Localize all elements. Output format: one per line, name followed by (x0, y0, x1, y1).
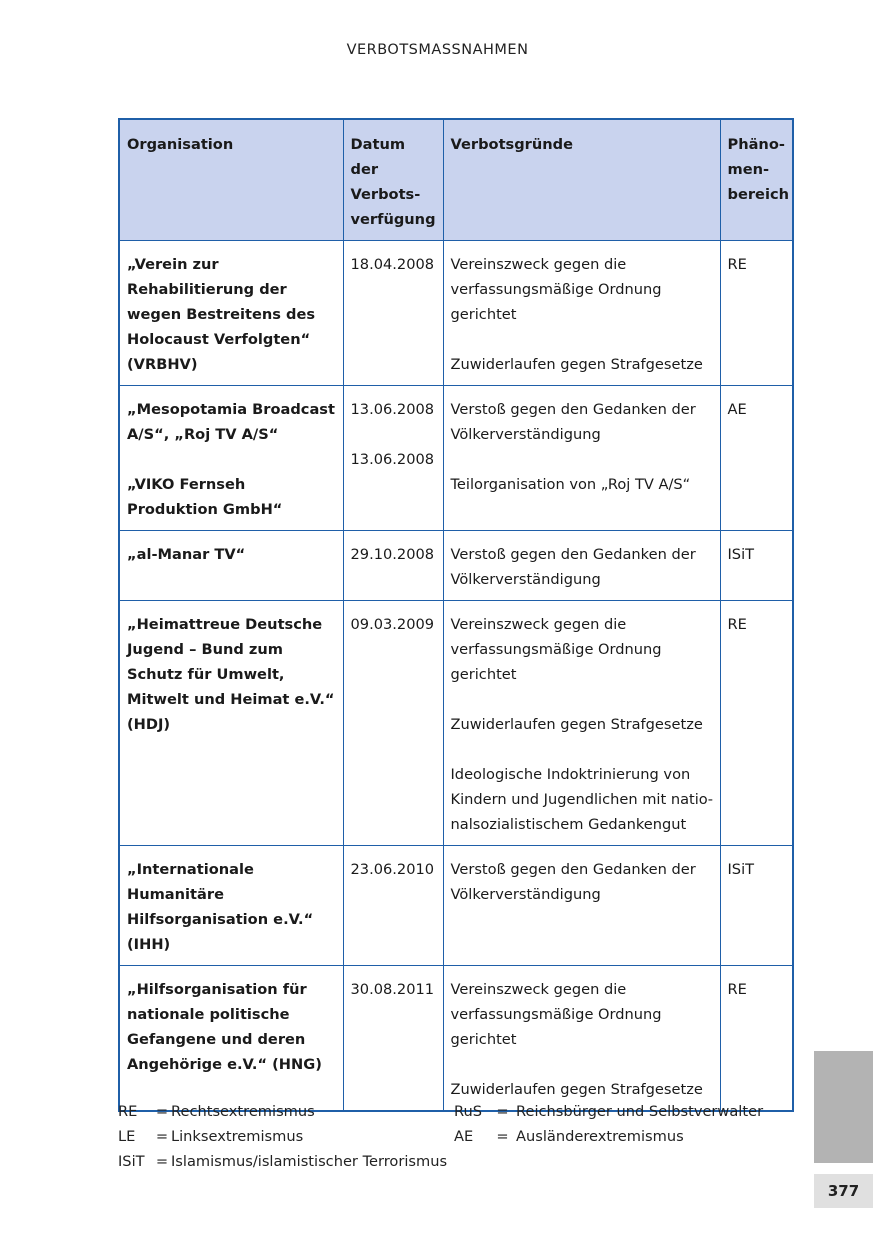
running-head: VERBOTSMASSNAHMEN (346, 42, 529, 58)
cell-reasons (443, 601, 720, 846)
cell-date (343, 241, 443, 386)
chapter-side-tab (814, 1051, 873, 1163)
header-gruende: Verbotsgründe (443, 119, 720, 241)
legend-text: Ausländerextremismus (516, 1128, 684, 1145)
org-name: „Heimattreue Deutsche Jugend – Bund zum Schutz für Umwelt, Mitwelt und Heimat e.V.“ (HDJ) (127, 616, 335, 733)
legend-entry (118, 1124, 447, 1149)
cell-date (343, 531, 443, 601)
header-datum-line: Verbots- (350, 186, 421, 203)
reason: Verstoß gegen den Gedanken der Völkerverständigung (450, 861, 696, 903)
reason: Verstoß gegen den Gedanken der Völkerverständigung (450, 401, 696, 443)
cell-date (343, 601, 443, 846)
cell-date (343, 846, 443, 966)
cell-reasons (443, 531, 720, 601)
legend-entry (454, 1124, 763, 1149)
legend-equals: = (155, 1153, 169, 1170)
cell-organisation (119, 601, 343, 846)
header-organisation: Organisation (119, 119, 343, 241)
cell-reasons (443, 241, 720, 386)
ban-date: 13.06.2008 (350, 401, 435, 418)
reason: Vereinszweck gegen die verfassungsmäßige Ordnung gerichtet (450, 616, 662, 683)
cell-reasons (443, 846, 720, 966)
header-bereich-line: men- (727, 161, 770, 178)
ban-date: 30.08.2011 (350, 981, 435, 998)
legend-abbr: ISiT (118, 1153, 145, 1170)
legend-equals: = (155, 1103, 169, 1120)
header-bereich-line: bereich (727, 186, 789, 203)
legend-entry (118, 1099, 447, 1124)
cell-organisation (119, 386, 343, 531)
table-row (119, 601, 793, 846)
table-header-row (119, 119, 793, 241)
cell-bereich: RE (720, 241, 793, 386)
legend-text: Islamismus/islamistischer Terrorismus (171, 1153, 448, 1170)
legend-abbr: LE (118, 1128, 136, 1145)
header-datum (343, 119, 443, 241)
cell-organisation (119, 531, 343, 601)
legend-equals: = (155, 1128, 169, 1145)
cell-reasons (443, 386, 720, 531)
table-row (119, 241, 793, 386)
cell-bereich: RE (720, 601, 793, 846)
ban-date: 13.06.2008 (350, 451, 435, 468)
header-bereich (720, 119, 793, 241)
table-row (119, 386, 793, 531)
legend-text: Reichsbürger und Selbstverwalter (516, 1103, 764, 1120)
cell-reasons (443, 966, 720, 1112)
cell-bereich: ISiT (720, 846, 793, 966)
reason: Zuwiderlaufen gegen Strafgesetze (450, 356, 703, 373)
legend-abbr: AE (454, 1128, 474, 1145)
legend-equals: = (496, 1103, 509, 1120)
header-datum-line: verfügung (350, 211, 436, 228)
reason: Vereinszweck gegen die verfassungsmäßige Ordnung gerichtet (450, 256, 662, 323)
org-name: „Verein zur Rehabilitierung der wegen Bestreitens des Holocaust Verfolgten“ (VRBHV) (127, 256, 316, 373)
table-row (119, 966, 793, 1112)
reason: Teilorganisation von „Roj TV A/S“ (450, 476, 691, 493)
org-name: „VIKO Fernseh Produktion GmbH“ (127, 476, 283, 518)
cell-date (343, 386, 443, 531)
cell-bereich: RE (720, 966, 793, 1112)
cell-organisation (119, 241, 343, 386)
cell-bereich: ISiT (720, 531, 793, 601)
reason: Vereinszweck gegen die verfassungsmäßige Ordnung gerichtet (450, 981, 662, 1048)
reason: Ideologische Indoktrinierung von Kindern und Jugendlichen mit nationalsozialistischem Gedankengut (450, 766, 714, 833)
cell-organisation (119, 846, 343, 966)
reason: Verstoß gegen den Gedanken der Völkerverständigung (450, 546, 696, 588)
table-row (119, 846, 793, 966)
legend-entry (118, 1149, 447, 1174)
header-datum-line: Datum der (350, 136, 406, 178)
cell-date (343, 966, 443, 1112)
legend-text: Linksextremismus (171, 1128, 304, 1145)
bans-table (118, 118, 794, 1112)
org-name: „Internationale Humanitäre Hilfsorganisation e.V.“ (IHH) (127, 861, 314, 953)
legend-abbr: RE (118, 1103, 138, 1120)
reason: Zuwiderlaufen gegen Strafgesetze (450, 1081, 703, 1098)
ban-date: 09.03.2009 (350, 616, 435, 633)
cell-bereich: AE (720, 386, 793, 531)
org-name: „al-Manar TV“ (127, 546, 246, 563)
ban-date: 23.06.2010 (350, 861, 435, 878)
legend-equals: = (496, 1128, 509, 1145)
legend-abbr: RuS (454, 1103, 482, 1120)
legend-left (118, 1099, 447, 1174)
table-row (119, 531, 793, 601)
reason: Zuwiderlaufen gegen Strafgesetze (450, 716, 703, 733)
page-number: 377 (814, 1174, 873, 1208)
legend-right (454, 1099, 763, 1149)
legend-text: Rechtsextremismus (171, 1103, 315, 1120)
org-name: „Mesopotamia Broadcast A/S“, „Roj TV A/S“ (127, 401, 335, 443)
ban-date: 18.04.2008 (350, 256, 435, 273)
header-bereich-line: Phäno- (727, 136, 785, 153)
legend-entry (454, 1099, 763, 1124)
ban-date: 29.10.2008 (350, 546, 435, 563)
cell-organisation (119, 966, 343, 1112)
org-name: „Hilfsorganisation für nationale politische Gefangene und deren Angehörige e.V.“ (HNG) (127, 981, 322, 1073)
